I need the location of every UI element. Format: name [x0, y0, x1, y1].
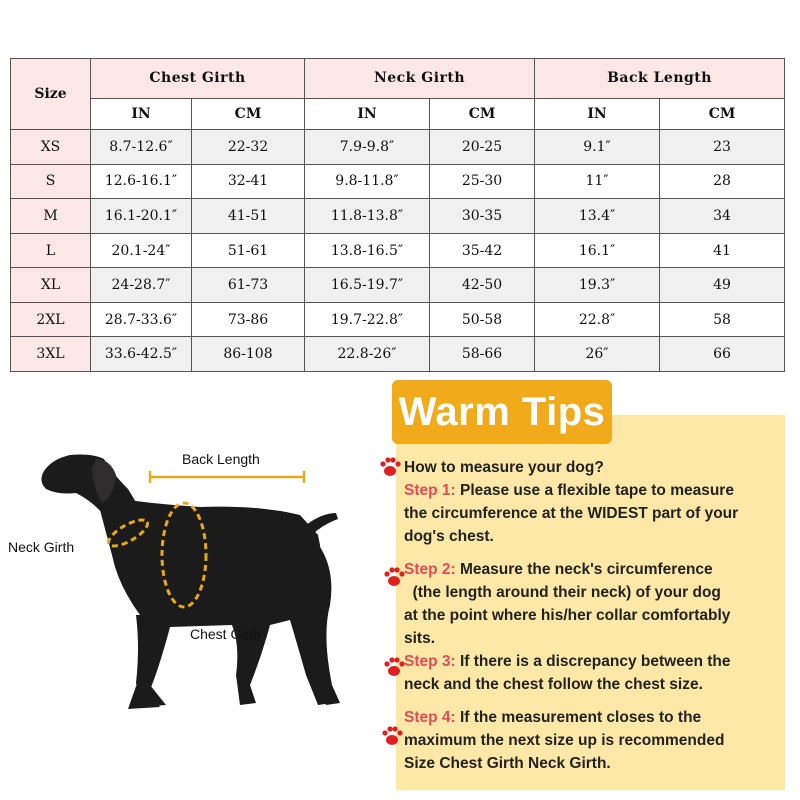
table-cell: 22.8-26″ — [305, 337, 430, 372]
paw-icon — [382, 655, 406, 679]
dog-measurement-diagram — [0, 385, 385, 800]
table-cell: 26″ — [535, 337, 660, 372]
step-2-text: sits. — [404, 630, 436, 647]
table-cell: 8.7-12.6″ — [91, 130, 192, 165]
unit-header: IN — [535, 98, 660, 130]
table-cell: 9.8-11.8″ — [305, 164, 430, 199]
paw-icon — [382, 565, 406, 589]
table-cell: 34 — [660, 199, 785, 234]
step-3-label: Step 3: — [404, 653, 456, 670]
step-2-label: Step 2: — [404, 561, 456, 578]
table-cell: 13.8-16.5″ — [305, 233, 430, 268]
table-cell: 20-25 — [430, 130, 535, 165]
step-3-text: neck and the chest follow the chest size. — [404, 676, 703, 693]
step-2-text: (the length around their neck) of your dog — [404, 584, 721, 601]
unit-header: CM — [660, 98, 785, 130]
warm-tips-text — [404, 456, 780, 775]
step-4-text: If the measurement closes to the — [455, 709, 702, 726]
paw-icon — [380, 724, 404, 748]
size-cell: 2XL — [11, 302, 91, 337]
tip-step-4 — [404, 706, 780, 729]
table-cell: 42-50 — [430, 268, 535, 303]
table-cell: 28 — [660, 164, 785, 199]
step-1-label: Step 1: — [404, 482, 456, 499]
table-cell: 23 — [660, 130, 785, 165]
table-cell: 16.1″ — [535, 233, 660, 268]
step-1-text: dog's chest. — [404, 528, 494, 545]
size-chart-table — [10, 58, 785, 372]
table-cell: 7.9-9.8″ — [305, 130, 430, 165]
table-cell: 32-41 — [192, 164, 305, 199]
table-cell: 16.1-20.1″ — [91, 199, 192, 234]
step-4-text: maximum the next size up is recommended — [404, 732, 725, 749]
table-row — [11, 164, 785, 199]
table-cell: 86-108 — [192, 337, 305, 372]
tip-step-3 — [404, 650, 780, 673]
table-cell: 19.3″ — [535, 268, 660, 303]
table-cell: 41-51 — [192, 199, 305, 234]
table-row — [11, 268, 785, 303]
table-cell: 11″ — [535, 164, 660, 199]
table-cell: 66 — [660, 337, 785, 372]
table-cell: 50-58 — [430, 302, 535, 337]
table-cell: 51-61 — [192, 233, 305, 268]
size-cell: XS — [11, 130, 91, 165]
table-cell: 61-73 — [192, 268, 305, 303]
table-row — [11, 130, 785, 165]
step-1-text: the circumference at the WIDEST part of your — [404, 505, 739, 522]
step-4-text: Size Chest Girth Neck Girth. — [404, 755, 611, 772]
table-cell: 58-66 — [430, 337, 535, 372]
neck-girth-label: Neck Girth — [8, 539, 75, 555]
table-cell: 73-86 — [192, 302, 305, 337]
neck-girth-header: Neck Girth — [305, 59, 535, 99]
size-cell: L — [11, 233, 91, 268]
table-cell: 28.7-33.6″ — [91, 302, 192, 337]
table-cell: 22.8″ — [535, 302, 660, 337]
step-1-text: Please use a flexible tape to measure — [455, 482, 734, 499]
back-length-label: Back Length — [182, 451, 260, 467]
table-cell: 58 — [660, 302, 785, 337]
step-2-text: at the point where his/her collar comfortably — [404, 607, 731, 624]
dog-tail — [306, 513, 338, 535]
chest-girth-label: Chest Girth — [190, 626, 261, 642]
table-cell: 16.5-19.7″ — [305, 268, 430, 303]
table-row — [11, 337, 785, 372]
step-2-text: Measure the neck's circumference — [455, 561, 713, 578]
table-cell: 35-42 — [430, 233, 535, 268]
size-cell: 3XL — [11, 337, 91, 372]
step-3-text: If there is a discrepancy between the — [455, 653, 731, 670]
table-row — [11, 199, 785, 234]
table-row — [11, 302, 785, 337]
unit-header: CM — [430, 98, 535, 130]
table-cell: 11.8-13.8″ — [305, 199, 430, 234]
unit-header: CM — [192, 98, 305, 130]
table-cell: 24-28.7″ — [91, 268, 192, 303]
table-cell: 25-30 — [430, 164, 535, 199]
table-cell: 30-35 — [430, 199, 535, 234]
tip-step-1 — [404, 479, 780, 502]
table-cell: 33.6-42.5″ — [91, 337, 192, 372]
table-cell: 19.7-22.8″ — [305, 302, 430, 337]
size-cell: S — [11, 164, 91, 199]
step-4-label: Step 4: — [404, 709, 456, 726]
size-header: Size — [11, 59, 91, 130]
table-cell: 41 — [660, 233, 785, 268]
chest-girth-header: Chest Girth — [91, 59, 305, 99]
warm-tips-badge: Warm Tips — [392, 380, 612, 444]
table-cell: 20.1-24″ — [91, 233, 192, 268]
table-row — [11, 233, 785, 268]
dog-silhouette-illustration — [0, 385, 385, 800]
table-cell: 13.4″ — [535, 199, 660, 234]
table-cell: 22-32 — [192, 130, 305, 165]
size-cell: XL — [11, 268, 91, 303]
back-length-header: Back Length — [535, 59, 785, 99]
table-cell: 12.6-16.1″ — [91, 164, 192, 199]
paw-icon — [378, 455, 402, 479]
tip-step-2 — [404, 558, 780, 581]
unit-header: IN — [305, 98, 430, 130]
tip-question: How to measure your dog? — [404, 459, 604, 476]
table-cell: 49 — [660, 268, 785, 303]
table-cell: 9.1″ — [535, 130, 660, 165]
unit-header: IN — [91, 98, 192, 130]
size-cell: M — [11, 199, 91, 234]
